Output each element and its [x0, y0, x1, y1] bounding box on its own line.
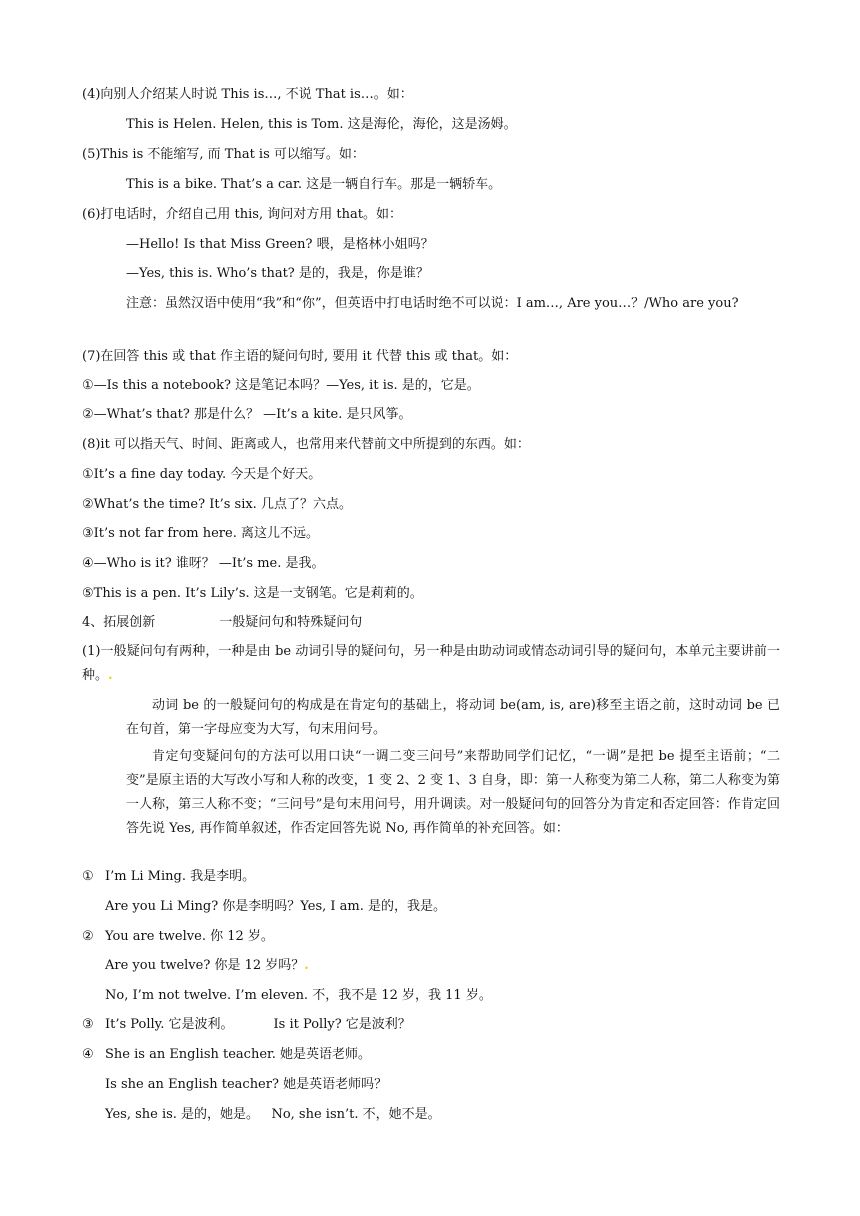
example-2 [82, 928, 274, 946]
example-4-answer-yes: Yes, she is. 是的，她是。 [105, 1107, 260, 1122]
paragraph-be-structure: 动词 be 的一般疑问句的构成是在肯定句的基础上，将动词 be(am, is, are)移至主语之前，这时动词 be 已在句首，第一字母应变为大写，句末用问号。 [126, 698, 780, 737]
rule-8-heading: (8)it 可以指天气、时间、距离或人，也常用来代替前文中所提到的东西。如： [82, 437, 530, 452]
example-4-answer-no: No, she isn’t. 不，她不是。 [271, 1107, 441, 1122]
rule-4-example: This is Helen. Helen, this is Tom. 这是海伦，海伦，这是汤姆。 [126, 117, 517, 132]
example-1-number: ① [82, 869, 94, 884]
paragraph-mnemonic: 肯定句变疑问句的方法可以用口诀“一调二变三问号”来帮助同学们记忆，“一调”是把 be 提至主语前；“二变”是原主语的大写改小写和人称的改变，1 变 2、2 变 1、3 自身，即：第一人称变为第二人称，第二人称变为第一人称，第三人称不变；“三问号”是句末用问号，用升调读。对一般疑问句的回答分为肯定和否定回答：作肯定回答先说 Yes, 再作简单叙述，作否定回答先说 No, 再作简单的补充回答。如： [126, 749, 780, 836]
example-2-question-text: Are you twelve? 你是 12 岁吗？ [105, 958, 305, 973]
example-2-question [105, 957, 309, 975]
rule-7-example-2: ②—What’s that? 那是什么？ —It’s a kite. 是只风筝。 [82, 407, 412, 422]
rule-8-example-1: ①It’s a fine day today. 今天是个好天。 [82, 467, 322, 482]
example-2-statement: You are twelve. 你 12 岁。 [105, 929, 274, 944]
example-4-question: Is she an English teacher? 她是英语老师吗？ [105, 1077, 388, 1092]
example-3-question: Is it Polly? 它是波利？ [273, 1017, 411, 1032]
rule-5-example: This is a bike. That’s a car. 这是一辆自行车。那是一辆轿车。 [126, 177, 502, 192]
rule-8-example-3: ③It’s not far from here. 离这儿不远。 [82, 526, 319, 541]
section-4-topic: 一般疑问句和特殊疑问句 [219, 615, 363, 630]
example-4-answers [105, 1106, 441, 1124]
example-1-question: Are you Li Ming? 你是李明吗？Yes, I am. 是的，我是。 [105, 899, 446, 914]
example-4 [82, 1046, 371, 1064]
rule-8-example-5: ⑤This is a pen. It’s Lily’s. 这是一支钢笔。它是莉莉的。 [82, 586, 423, 601]
rule-6-heading: (6)打电话时，介绍自己用 this, 询问对方用 that。如： [82, 207, 402, 222]
rule-5-heading: (5)This is 不能缩写, 而 That is 可以缩写。如： [82, 147, 365, 162]
example-2-answer: No, I’m not twelve. I’m eleven. 不，我不是 12 岁，我 11 岁。 [105, 988, 492, 1003]
rule-8-example-2: ②What’s the time? It’s six. 几点了？六点。 [82, 497, 352, 512]
example-2-number: ② [82, 929, 94, 944]
example-3-statement: It’s Polly. 它是波利。 [105, 1017, 234, 1032]
example-1-statement: I’m Li Ming. 我是李明。 [105, 869, 256, 884]
example-3 [82, 1016, 411, 1034]
rule-4-heading: (4)向别人介绍某人时说 This is…, 不说 That is…。如： [82, 87, 413, 102]
example-3-number: ③ [82, 1017, 94, 1032]
example-4-statement: She is an English teacher. 她是英语老师。 [105, 1047, 372, 1062]
rule-7-heading: (7)在回答 this 或 that 作主语的疑问句时, 要用 it 代替 this 或 that。如： [82, 349, 518, 364]
paragraph-general-questions [82, 640, 780, 688]
rule-6-note: 注意：虽然汉语中使用“我”和“你”，但英语中打电话时绝不可以说：I am…, Are you…？/Who are you? [126, 296, 739, 311]
rule-6-example-2: —Yes, this is. Who’s that? 是的，我是，你是谁？ [126, 266, 429, 281]
rule-7-example-1: ①—Is this a notebook? 这是笔记本吗？—Yes, it is. 是的，它是。 [82, 378, 480, 393]
example-4-number: ④ [82, 1047, 94, 1062]
highlight-mark: . [108, 668, 113, 683]
example-1 [82, 868, 255, 886]
section-4-label: 4、拓展创新 [82, 615, 156, 630]
paragraph-general-questions-text: (1)一般疑问句有两种，一种是由 be 动词引导的疑问句，另一种是由助动词或情态动词引导的疑问句，本单元主要讲前一种。 [82, 644, 780, 683]
rule-6-example-1: —Hello! Is that Miss Green? 喂，是格林小姐吗？ [126, 237, 434, 252]
section-4-heading [82, 614, 362, 632]
rule-8-example-4: ④—Who is it? 谁呀？ —It’s me. 是我。 [82, 556, 325, 571]
highlight-mark: . [304, 958, 309, 973]
